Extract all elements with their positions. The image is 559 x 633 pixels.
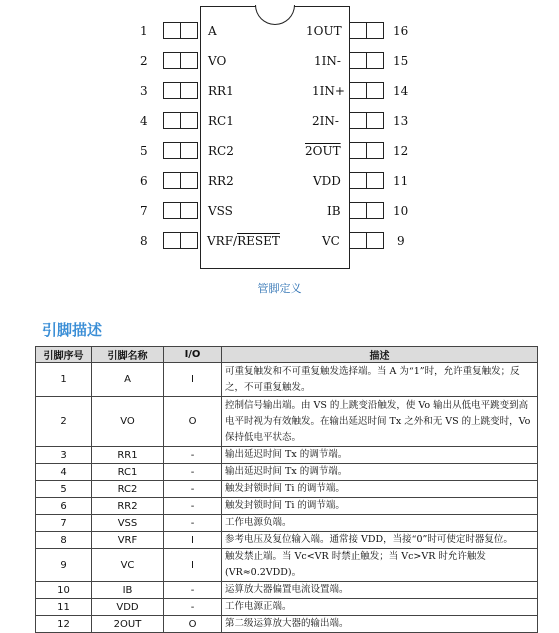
table-row	[36, 549, 538, 582]
pin-lead	[180, 232, 198, 249]
pin-number-cell: 8	[36, 532, 92, 549]
table-row	[36, 481, 538, 498]
io-cell: I	[164, 363, 222, 397]
pin-description-table	[35, 346, 538, 633]
pin-label: RC2	[208, 144, 234, 158]
description-cell: 运算放大器偏置电流设置端。	[222, 582, 538, 599]
pin-lead	[180, 52, 198, 69]
pin-lead	[180, 202, 198, 219]
pin-lead	[180, 22, 198, 39]
description-cell: 参考电压及复位输入端。通常接 VDD，当接“0”时可使定时器复位。	[222, 532, 538, 549]
pin-name-cell: VSS	[92, 515, 164, 532]
pin-lead	[349, 172, 367, 189]
io-cell: -	[164, 447, 222, 464]
pin-number: 9	[397, 234, 405, 248]
pin-number: 15	[393, 54, 409, 68]
description-cell: 工作电源正端。	[222, 599, 538, 616]
pin-label: VC	[322, 234, 340, 248]
description-cell: 触发封锁时间 Ti 的调节端。	[222, 498, 538, 515]
diagram-caption: 管脚定义	[257, 282, 302, 295]
pin-label-overline: RESET	[237, 234, 280, 248]
table-row	[36, 599, 538, 616]
pin-label: VDD	[313, 174, 341, 188]
pin-number: 14	[393, 84, 409, 98]
pin-lead	[163, 232, 181, 249]
pin-number: 2	[140, 54, 148, 68]
pin-name-cell: VC	[92, 549, 164, 582]
table-row	[36, 515, 538, 532]
pin-lead	[180, 112, 198, 129]
pin-lead	[366, 82, 384, 99]
description-cell: 第二级运算放大器的输出端。	[222, 616, 538, 633]
pin-number: 10	[393, 204, 409, 218]
pin-number-cell: 3	[36, 447, 92, 464]
pin-lead	[349, 52, 367, 69]
pin-lead	[366, 172, 384, 189]
table-row	[36, 397, 538, 447]
pin-name-cell: IB	[92, 582, 164, 599]
pin-name-cell: RC2	[92, 481, 164, 498]
pin-name-cell: A	[92, 363, 164, 397]
pin-number-cell: 9	[36, 549, 92, 582]
io-cell: -	[164, 515, 222, 532]
pin-number: 5	[140, 144, 148, 158]
pin-lead	[366, 52, 384, 69]
pin-label-overline: 2OUT	[305, 144, 341, 158]
pin-label: 1IN-	[314, 54, 341, 68]
pin-lead	[349, 82, 367, 99]
column-header-pin-name: 引脚名称	[92, 347, 164, 363]
pin-name-cell: VO	[92, 397, 164, 447]
ic-package-body	[200, 6, 350, 269]
pin-lead	[163, 172, 181, 189]
pin-lead	[349, 112, 367, 129]
column-header-description: 描述	[222, 347, 538, 363]
table-row	[36, 532, 538, 549]
pin-label: A	[208, 24, 217, 38]
column-header-pin-number: 引脚序号	[36, 347, 92, 363]
table-row	[36, 498, 538, 515]
table-row	[36, 616, 538, 633]
description-cell: 触发封锁时间 Ti 的调节端。	[222, 481, 538, 498]
io-cell: -	[164, 582, 222, 599]
io-cell: -	[164, 599, 222, 616]
column-header-io: I/O	[164, 347, 222, 363]
pin-label: RR2	[208, 174, 234, 188]
pin-lead	[163, 82, 181, 99]
pin-lead	[163, 22, 181, 39]
pin-number-cell: 1	[36, 363, 92, 397]
io-cell: I	[164, 532, 222, 549]
pin-number: 4	[140, 114, 148, 128]
pin-label: RR1	[208, 84, 234, 98]
io-cell: -	[164, 464, 222, 481]
pin-number: 11	[393, 174, 409, 188]
pin-lead	[349, 232, 367, 249]
pin-name-cell: RR2	[92, 498, 164, 515]
pin-lead	[163, 52, 181, 69]
description-cell: 触发禁止端。当 Vc<VR 时禁止触发；当 Vc>VR 时允许触发(VR≈0.2VDD)。	[222, 549, 538, 582]
description-cell: 可重复触发和不可重复触发选择端。当 A 为“1”时，允许重复触发；反之，不可重复触发。	[222, 363, 538, 397]
pin-number-cell: 6	[36, 498, 92, 515]
pin-lead	[366, 22, 384, 39]
pin-number: 3	[140, 84, 148, 98]
pin-label	[207, 232, 280, 250]
table-header-row	[36, 347, 538, 363]
pin-number-cell: 10	[36, 582, 92, 599]
pin-lead	[349, 22, 367, 39]
pin-number: 16	[393, 24, 409, 38]
section-title: 引脚描述	[42, 321, 103, 339]
pin-lead	[180, 82, 198, 99]
pin-lead	[180, 172, 198, 189]
pin-label: IB	[327, 204, 341, 218]
pin-number-cell: 12	[36, 616, 92, 633]
pin-number: 12	[393, 144, 409, 158]
table-row	[36, 363, 538, 397]
pin-name-cell: VRF	[92, 532, 164, 549]
pin-number-cell: 4	[36, 464, 92, 481]
io-cell: -	[164, 481, 222, 498]
pin-label: RC1	[208, 114, 234, 128]
pin-number: 6	[140, 174, 148, 188]
pin-lead	[366, 232, 384, 249]
pin-number: 8	[140, 234, 148, 248]
pin-label: 2IN-	[312, 114, 339, 128]
pin-lead	[349, 202, 367, 219]
pin-number: 1	[140, 24, 148, 38]
pin-name-cell: RC1	[92, 464, 164, 481]
pin-label: VSS	[208, 204, 233, 218]
table-row	[36, 447, 538, 464]
pin-number: 13	[393, 114, 409, 128]
pin-number-cell: 5	[36, 481, 92, 498]
io-cell: I	[164, 549, 222, 582]
pin-lead	[366, 202, 384, 219]
pin-label-prefix: VRF/	[207, 234, 238, 248]
pin-number-cell: 11	[36, 599, 92, 616]
table-row	[36, 464, 538, 481]
pin-label: 1IN+	[312, 84, 345, 98]
pin-number-cell: 7	[36, 515, 92, 532]
pin-lead	[180, 142, 198, 159]
description-cell: 控制信号输出端。由 VS 的上跳变沿触发，使 Vo 输出从低电平跳变到高电平时视为有效触发。在输出延迟时间 Tx 之外和无 VS 的上跳变时，Vo 保持低电平状态。	[222, 397, 538, 447]
io-cell: -	[164, 498, 222, 515]
pin-number: 7	[140, 204, 148, 218]
pin-name-cell: VDD	[92, 599, 164, 616]
pin-label: VO	[208, 54, 227, 68]
description-cell: 工作电源负端。	[222, 515, 538, 532]
io-cell: O	[164, 616, 222, 633]
table-row	[36, 582, 538, 599]
description-cell: 输出延迟时间 Tx 的调节端。	[222, 464, 538, 481]
pin-label: 1OUT	[306, 24, 342, 38]
pin-name-cell: RR1	[92, 447, 164, 464]
pin-number-cell: 2	[36, 397, 92, 447]
pin-lead	[163, 112, 181, 129]
description-cell: 输出延迟时间 Tx 的调节端。	[222, 447, 538, 464]
pin-name-cell: 2OUT	[92, 616, 164, 633]
pin-lead	[163, 202, 181, 219]
pin-lead	[349, 142, 367, 159]
pin-lead	[366, 142, 384, 159]
pin-lead	[163, 142, 181, 159]
pin-lead	[366, 112, 384, 129]
io-cell: O	[164, 397, 222, 447]
